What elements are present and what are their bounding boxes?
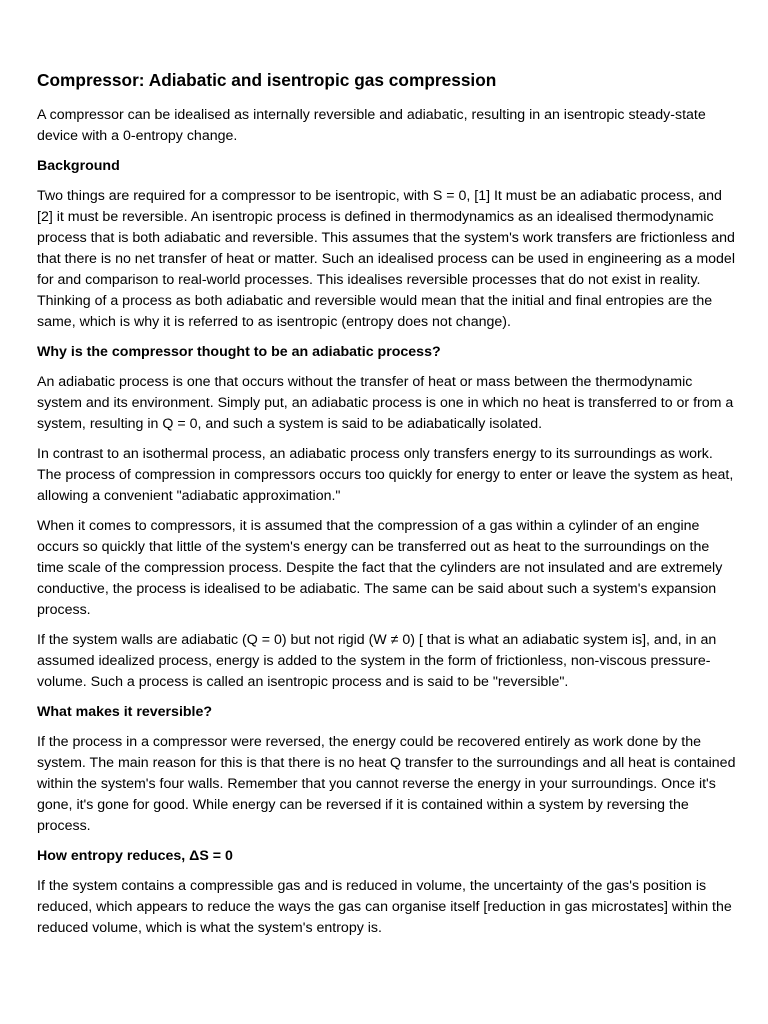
- section-heading-adiabatic: Why is the compressor thought to be an adiabatic process?: [37, 344, 441, 360]
- adiabatic-paragraph-3: When it comes to compressors, it is assumed that the compression of a gas within a cylinder of an engine occurs so quickly that little of the system's energy can be transferred out as heat to the surroundings on the time scale of the compression process. Despite the fact that the cylinders are not insulated and are extremely conductive, the process is idealised to be adiabatic. The same can be said about such a system's expansion process.: [37, 518, 723, 618]
- adiabatic-paragraph-4: If the system walls are adiabatic (Q = 0) but not rigid (W ≠ 0) [ that is what an adiabatic system is], and, in an assumed idealized process, energy is added to the system in the form of frictionless, non-viscous pressure-volume. Such a process is called an isentropic process and is said to be "reversible".: [37, 632, 717, 690]
- section-heading-entropy: How entropy reduces, ΔS = 0: [37, 848, 233, 864]
- section-heading-background: Background: [37, 158, 120, 174]
- background-paragraph: Two things are required for a compressor to be isentropic, with S = 0, [1] It must be an adiabatic process, and [2] it must be reversible. An isentropic process is defined in thermodynamics as an idealised thermodynamic process that is both adiabatic and reversible. This assumes that the system's work transfers are frictionless and that there is no net transfer of heat or matter. Such an idealised process can be used in engineering as a model for and comparison to real-world processes. This idealises reversible processes that do not exist in reality. Thinking of a process as both adiabatic and reversible would mean that the initial and final entropies are the same, which is why it is referred to as isentropic (entropy does not change).: [37, 188, 735, 330]
- section-heading-reversible: What makes it reversible?: [37, 704, 213, 720]
- reversible-paragraph: If the process in a compressor were reversed, the energy could be recovered entirely as work done by the system. The main reason for this is that there is no heat Q transfer to the surroundings and all heat is contained within the system's four walls. Remember that you cannot reverse the energy in your surroundings. Once it's gone, it's gone for good. While energy can be reversed if it is contained within a system by reversing the process.: [37, 734, 736, 834]
- document-body: [37, 68, 737, 948]
- entropy-paragraph: If the system contains a compressible gas and is reduced in volume, the uncertainty of the gas's position is reduced, which appears to reduce the ways the gas can organise itself [reduction in gas microstates] within the reduced volume, which is what the system's entropy is.: [37, 878, 732, 936]
- intro-paragraph: A compressor can be idealised as internally reversible and adiabatic, resulting in an isentropic steady-state device with a 0-entropy change.: [37, 107, 706, 144]
- document-title: Compressor: Adiabatic and isentropic gas compression: [37, 70, 497, 90]
- adiabatic-paragraph-2: In contrast to an isothermal process, an adiabatic process only transfers energy to its surroundings as work. The process of compression in compressors occurs too quickly for energy to enter or leave the system as heat, allowing a convenient "adiabatic approximation.": [37, 446, 734, 504]
- adiabatic-paragraph-1: An adiabatic process is one that occurs without the transfer of heat or mass between the thermodynamic system and its environment. Simply put, an adiabatic process is one in which no heat is transferred to or from a system, resulting in Q = 0, and such a system is said to be adiabatically isolated.: [37, 374, 734, 432]
